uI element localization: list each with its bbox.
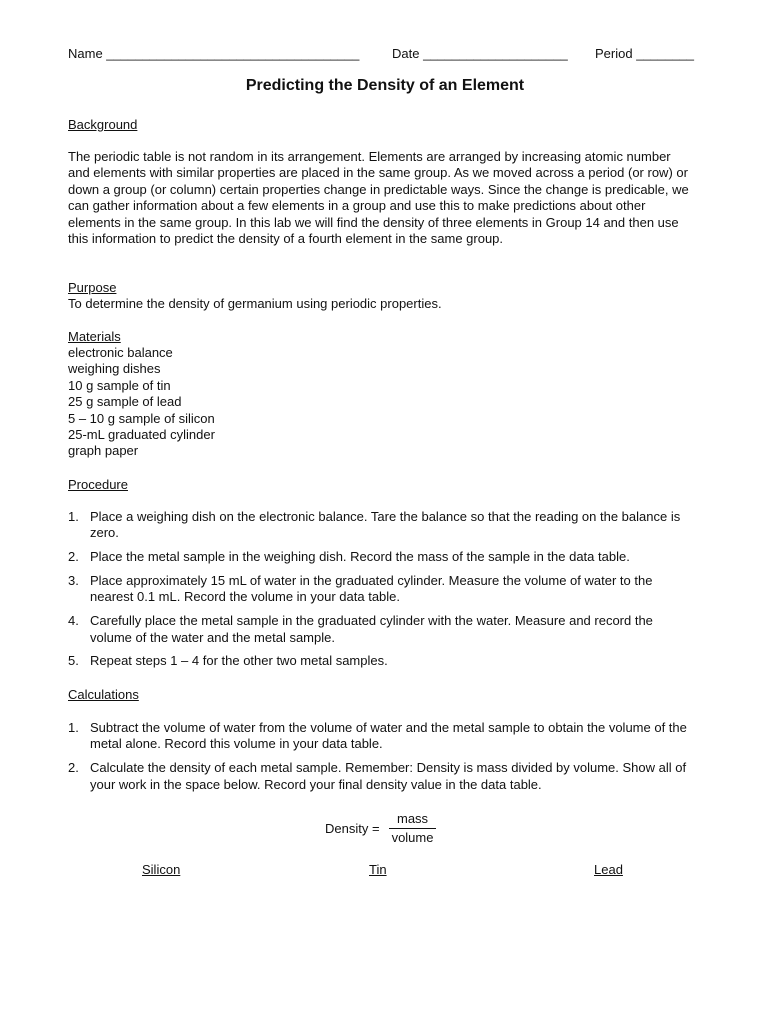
step-text: Place the metal sample in the weighing dish. Record the mass of the sample in the data table.: [90, 549, 630, 565]
background-heading: Background: [68, 117, 138, 132]
formula-fraction: [384, 811, 442, 846]
purpose-heading: Purpose: [68, 280, 117, 295]
date-field[interactable]: Date ____________________: [392, 46, 568, 61]
list-item: graph paper: [68, 443, 139, 459]
list-item: 25 g sample of lead: [68, 394, 182, 410]
step-number: 1.: [68, 720, 79, 735]
list-item: 5 – 10 g sample of silicon: [68, 410, 215, 426]
formula-denominator: volume: [391, 829, 434, 845]
step-number: 1.: [68, 509, 79, 524]
calculations-heading: Calculations: [68, 687, 139, 702]
name-field[interactable]: Name ___________________________________: [68, 46, 360, 61]
procedure-step: [68, 653, 698, 669]
list-item: weighing dishes: [68, 361, 161, 377]
list-item: 10 g sample of tin: [68, 377, 171, 393]
calculation-steps: [68, 720, 698, 800]
silicon-work-label: Silicon: [142, 862, 181, 877]
step-text: Calculate the density of each metal sample. Remember: Density is mass divided by volume. Show all of your work in the space below. Record your final density value in the data table.: [90, 760, 687, 792]
list-item: electronic balance: [68, 345, 173, 360]
step-text: Place approximately 15 mL of water in the graduated cylinder. Measure the volume of water to the nearest 0.1 mL. Record the volume in your data table.: [90, 573, 653, 605]
step-text: Repeat steps 1 – 4 for the other two metal samples.: [90, 653, 388, 669]
procedure-step: [68, 549, 698, 565]
period-field[interactable]: Period ________: [595, 46, 695, 61]
worksheet: [68, 0, 702, 1024]
procedure-step: [68, 573, 698, 606]
step-text: Carefully place the metal sample in the graduated cylinder with the water. Measure and record the volume of the water and the metal sample.: [90, 613, 653, 645]
calculation-step: [68, 760, 698, 793]
lead-work-label: Lead: [594, 862, 623, 877]
page-title: Predicting the Density of an Element: [245, 77, 525, 94]
procedure-steps: [68, 509, 698, 677]
procedure-heading: Procedure: [68, 477, 128, 492]
step-text: Subtract the volume of water from the volume of water and the metal sample to obtain the volume of the metal alone. Record this volume in your data table.: [90, 720, 687, 752]
step-number: 5.: [68, 653, 79, 669]
density-formula: [325, 810, 441, 846]
list-item: 25-mL graduated cylinder: [68, 427, 215, 443]
step-number: 4.: [68, 613, 79, 629]
formula-numerator: mass: [389, 811, 436, 829]
step-text: Place a weighing dish on the electronic balance. Tare the balance so that the reading on the balance is zero.: [90, 509, 681, 541]
purpose-text: To determine the density of germanium using periodic properties.: [68, 296, 442, 311]
formula-lhs: Density =: [325, 820, 380, 836]
procedure-step: [68, 509, 698, 542]
materials-heading: Materials: [68, 329, 121, 344]
materials-list: [68, 345, 215, 460]
step-number: 3.: [68, 573, 79, 588]
tin-work-label: Tin: [369, 862, 387, 877]
step-number: 2.: [68, 760, 79, 776]
procedure-step: [68, 613, 698, 646]
step-number: 2.: [68, 549, 79, 565]
calculation-step: [68, 720, 698, 753]
student-info-row: [68, 45, 702, 63]
background-text: The periodic table is not random in its arrangement. Elements are arranged by increasing atomic number and elements with similar properties are placed in the same group. As we moved across a period (or row) or down a group (or column) certain properties change in predictable ways. Since the change is predicable, we can gather information about a few elements in a group and use this to make predictions about other elements in the same group. In this lab we will find the density of three elements in Group 14 and then use this information to predict the density of a fourth element in the same group.: [68, 149, 689, 247]
